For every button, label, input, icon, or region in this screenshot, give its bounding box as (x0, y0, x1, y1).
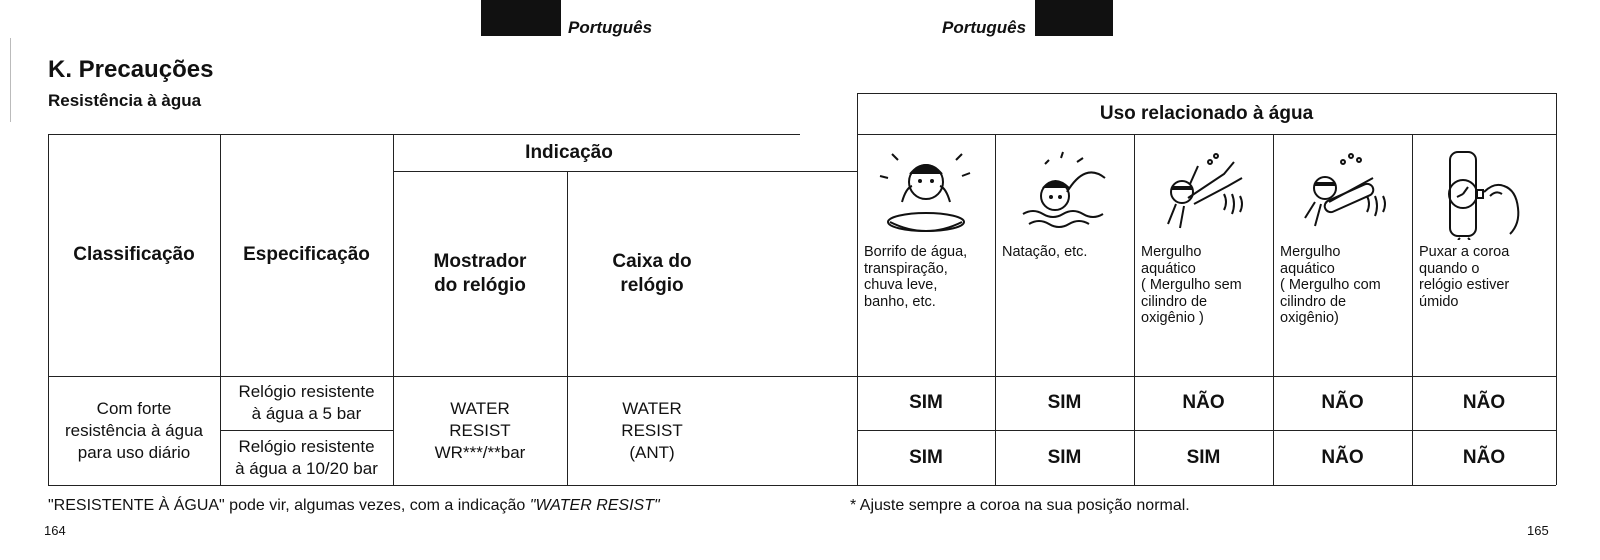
left-page-tab (481, 0, 561, 36)
answer-cell: NÃO (1321, 392, 1364, 413)
col-header-dial: Mostrador do relógio (433, 250, 527, 296)
answer-cell: SIM (1047, 446, 1082, 468)
col-header-case: Caixa do relógio (612, 250, 692, 296)
section-title: K. Precauções (48, 56, 214, 83)
row-classification: Com forte resistência à água para uso diário (65, 398, 203, 462)
page-number-left: 164 (44, 523, 66, 538)
water-use-scuba (1273, 134, 1412, 376)
language-label-right: Português (942, 18, 1027, 37)
water-use-snorkel (1134, 134, 1273, 376)
snorkel-diving-icon (1154, 148, 1254, 240)
answer-cell: NÃO (1462, 392, 1506, 413)
col-header-indication: Indicação (525, 141, 613, 163)
answer-cell: NÃO (1462, 446, 1506, 468)
water-use-label: Puxar a coroa quando o relógio estiver úmido (1419, 244, 1510, 310)
footer-note-crown: * Ajuste sempre a coroa na sua posição normal. (850, 497, 1190, 514)
water-use-label: Natação, etc. (1002, 244, 1088, 260)
col-header-specification: Especificação (243, 244, 370, 265)
water-use-splash (857, 134, 995, 376)
answer-cell: SIM (1047, 392, 1082, 413)
col-header-classification: Classificação (73, 244, 195, 265)
swimming-icon (1015, 148, 1115, 240)
row-spec-10-20bar: Relógio resistente à água a 10/20 bar (235, 436, 378, 478)
section-subtitle: Resistência à àgua (48, 91, 202, 110)
footer-note-italic: "WATER RESIST" (529, 497, 660, 514)
page-number-right: 165 (1527, 523, 1549, 538)
water-use-label: Borrifo de água, transpiração, chuva leve, banho, etc. (864, 244, 968, 310)
footer-note-water-resist (48, 497, 660, 515)
answer-cell: SIM (909, 392, 943, 413)
water-use-label: Mergulho aquático ( Mergulho sem cilindro de oxigênio ) (1141, 244, 1242, 326)
answer-cell: SIM (909, 446, 943, 468)
footer-note-text: "RESISTENTE À ÁGUA" pode vir, algumas vezes, com a indicação (48, 497, 530, 514)
left-margin-mark (10, 38, 11, 122)
water-use-swimming (995, 134, 1134, 376)
row-case-marking: WATER RESIST (ANT) (621, 398, 683, 462)
answer-cell: NÃO (1182, 392, 1225, 413)
water-use-label: Mergulho aquático ( Mergulho com cilindro de oxigênio) (1280, 244, 1381, 326)
answer-cell: SIM (1186, 446, 1221, 468)
answer-cell: NÃO (1321, 446, 1364, 468)
splash-washing-face-icon (876, 148, 976, 240)
water-use-crown (1412, 134, 1556, 376)
col-header-water-use: Uso relacionado à água (1099, 102, 1314, 124)
row-dial-marking: WATER RESIST WR***/**bar (434, 398, 526, 462)
wet-crown-pull-icon (1434, 148, 1534, 240)
row-spec-5bar: Relógio resistente à água a 5 bar (238, 382, 375, 423)
right-page-tab (1035, 0, 1113, 36)
scuba-diving-icon (1293, 148, 1393, 240)
language-label-left: Português (568, 18, 653, 37)
